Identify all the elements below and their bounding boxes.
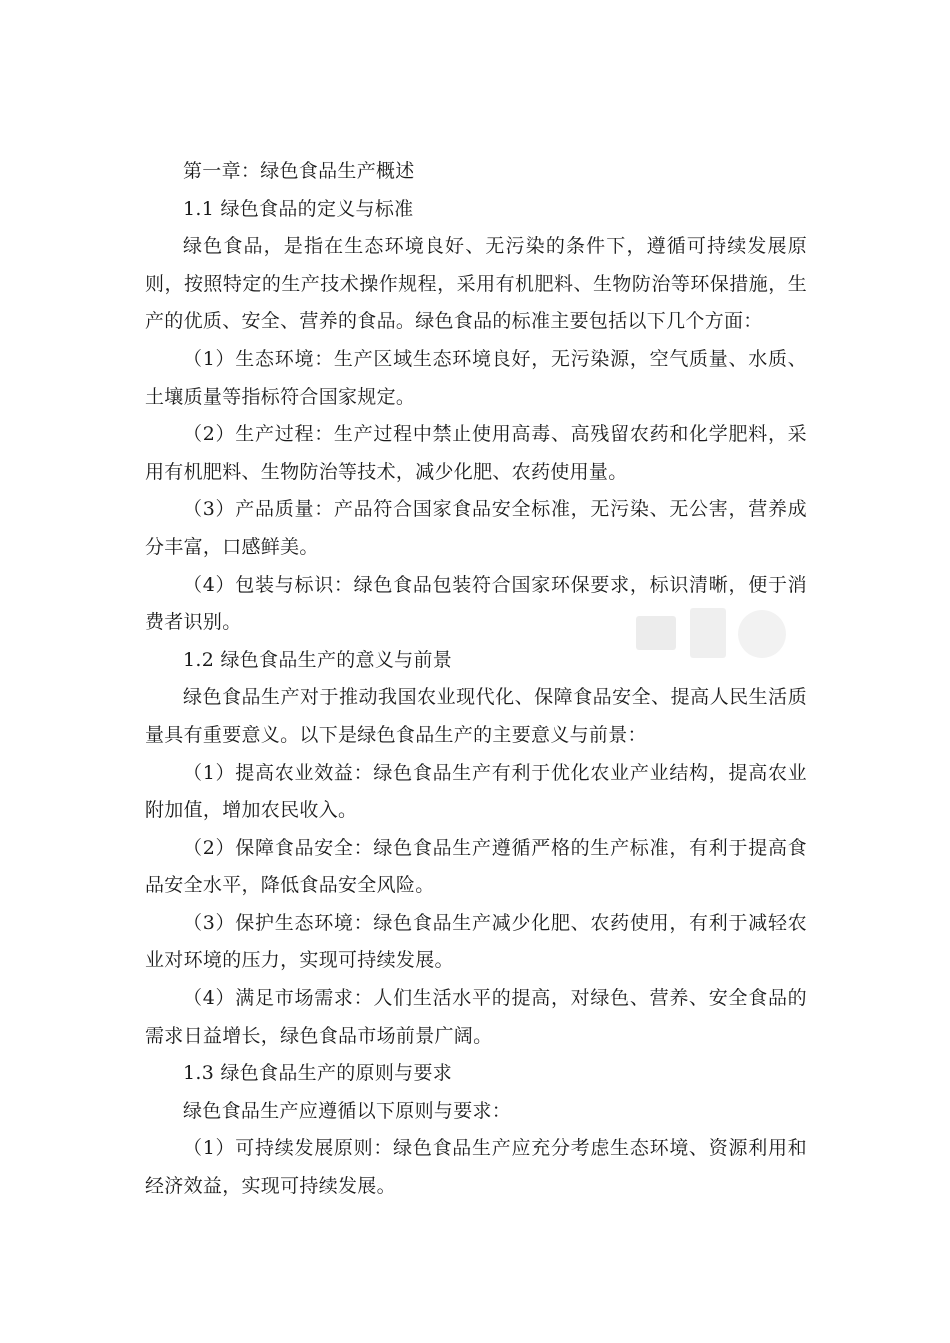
list-item: （3）产品质量：产品符合国家食品安全标准，无污染、无公害，营养成分丰富，口感鲜美。 (145, 498, 807, 558)
document-body (145, 153, 807, 1206)
list-item: （1）可持续发展原则：绿色食品生产应充分考虑生态环境、资源利用和经济效益，实现可持续发展。 (145, 1137, 807, 1198)
section-heading: 1.3 绿色食品生产的原则与要求 (183, 1062, 453, 1085)
list-item: （1）生态环境：生产区域生态环境良好，无污染源，空气质量、水质、土壤质量等指标符合国家规定。 (145, 347, 807, 408)
section-heading: 1.2 绿色食品生产的意义与前景 (183, 648, 453, 671)
list-item: （2）保障食品安全：绿色食品生产遵循严格的生产标准，有利于提高食品安全水平，降低食品安全风险。 (145, 836, 807, 897)
list-item: （4）包装与标识：绿色食品包装符合国家环保要求，标识清晰，便于消费者识别。 (145, 573, 807, 634)
list-item: （1）提高农业效益：绿色食品生产有利于优化农业产业结构，提高农业附加值，增加农民收入。 (145, 761, 807, 822)
section-heading: 1.1 绿色食品的定义与标准 (183, 197, 414, 220)
paragraph: 绿色食品生产对于推动我国农业现代化、保障食品安全、提高人民生活质量具有重要意义。以下是绿色食品生产的主要意义与前景： (145, 686, 807, 746)
list-item: （4）满足市场需求：人们生活水平的提高，对绿色、营养、安全食品的需求日益增长，绿色食品市场前景广阔。 (145, 987, 807, 1047)
list-item: （2）生产过程：生产过程中禁止使用高毒、高残留农药和化学肥料，采用有机肥料、生物防治等技术，减少化肥、农药使用量。 (145, 423, 807, 483)
faint-watermark-icon (630, 598, 800, 668)
paragraph: 绿色食品生产应遵循以下原则与要求： (183, 1099, 512, 1122)
paragraph: 绿色食品，是指在生态环境良好、无污染的条件下，遵循可持续发展原则，按照特定的生产技术操作规程，采用有机肥料、生物防治等环保措施，生产的优质、安全、营养的食品。绿色食品的标准主要包括以下几个方面： (145, 235, 807, 333)
list-item: （3）保护生态环境：绿色食品生产减少化肥、农药使用，有利于减轻农业对环境的压力，实现可持续发展。 (145, 911, 807, 972)
chapter-title: 第一章：绿色食品生产概述 (183, 160, 415, 182)
